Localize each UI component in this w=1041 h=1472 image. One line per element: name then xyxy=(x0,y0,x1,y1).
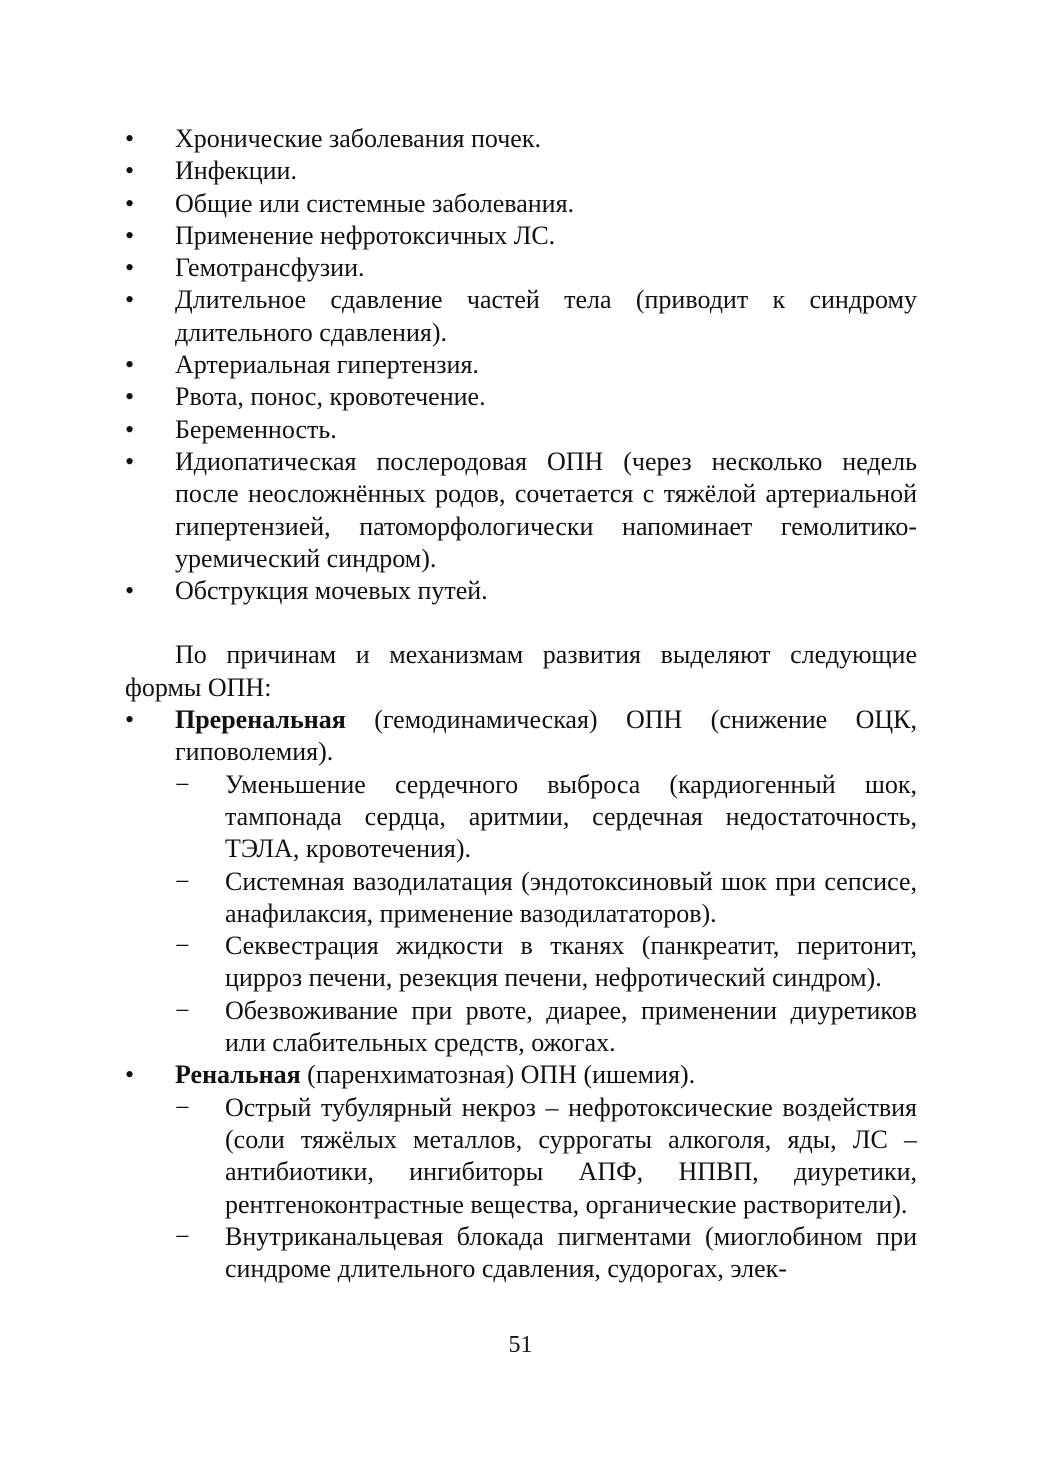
dash-icon: − xyxy=(175,1221,190,1251)
paragraph-gap xyxy=(125,607,917,639)
bullet-icon: • xyxy=(125,350,135,380)
sub-list-item xyxy=(125,1092,917,1221)
bullet-icon: • xyxy=(125,156,135,186)
list-item-text: Длительное сдавление частей тела (приводит к синдрому длительного сдавления). xyxy=(175,285,917,347)
sub-list-item xyxy=(125,866,917,931)
page-number: 51 xyxy=(508,1332,533,1358)
intro-paragraph: По причинам и механизмам развития выделяют следующие формы ОПН: xyxy=(125,640,917,702)
list-item xyxy=(125,155,917,187)
list-item-text: Инфекции. xyxy=(175,156,297,186)
list-item-text: Артериальная гипертензия. xyxy=(175,350,479,380)
bullet-icon: • xyxy=(125,382,135,412)
list-item xyxy=(125,252,917,284)
bullet-icon: • xyxy=(125,576,135,606)
sub-list-item-text: Острый тубулярный некроз – нефротоксические воздействия (соли тяжёлых металлов, суррогаты алкоголя, яды, ЛС – антибиотики, ингибиторы АПФ, НПВП, диуретики, рентгеноконтрастные вещества, органические растворители). xyxy=(225,1092,917,1219)
list-item xyxy=(125,220,917,252)
list-item-text: Рвота, понос, кровотечение. xyxy=(175,382,486,412)
term-heading: Преренальная xyxy=(175,705,346,735)
dash-icon: − xyxy=(175,995,190,1025)
sub-list-item xyxy=(125,1221,917,1286)
list-item-text: Общие или системные заболевания. xyxy=(175,188,575,218)
list-item xyxy=(125,188,917,220)
bullet-icon: • xyxy=(125,285,135,315)
dash-icon: − xyxy=(175,769,190,799)
bullet-icon: • xyxy=(125,414,135,444)
bullet-icon: • xyxy=(125,705,135,735)
list-item-text: Применение нефротоксичных ЛС. xyxy=(175,220,556,250)
bullet-icon: • xyxy=(125,1060,135,1090)
bullet-icon: • xyxy=(125,446,135,476)
list-item-prerenal xyxy=(125,704,917,769)
dash-icon: − xyxy=(175,1092,190,1122)
list-item-renal xyxy=(125,1059,917,1091)
list-item xyxy=(125,446,917,575)
list-item xyxy=(125,575,917,607)
list-item-text: Гемотрансфузии. xyxy=(175,253,365,283)
sub-list-item-text: Системная вазодилатация (эндотоксиновый шок при сепсисе, анафилаксия, применение вазодилататоров). xyxy=(225,866,917,928)
list-item-text: Беременность. xyxy=(175,414,337,444)
bullet-icon: • xyxy=(125,188,135,218)
sub-list-item xyxy=(125,769,917,866)
page-content xyxy=(125,123,917,1285)
list-item xyxy=(125,349,917,381)
list-item-text: Идиопатическая послеродовая ОПН (через несколько недель после неосложнённых родов, сочетается с тяжёлой артериальной гипертензией, патоморфологически напоминает гемолитико-уремический синдром). xyxy=(175,446,917,573)
list-item xyxy=(125,284,917,349)
term-description: (паренхиматозная) ОПН (ишемия). xyxy=(300,1060,696,1090)
list-item-text: Обструкция мочевых путей. xyxy=(175,576,488,606)
bullet-icon: • xyxy=(125,220,135,250)
sub-list-item-text: Обезвоживание при рвоте, диарее, применении диуретиков или слабительных средств, ожогах. xyxy=(225,995,917,1058)
bullet-icon: • xyxy=(125,253,135,283)
causes-list xyxy=(125,123,917,607)
list-item-text: Хронические заболевания почек. xyxy=(175,124,541,153)
list-item xyxy=(125,414,917,446)
term-description: (гемодинамическая) ОПН (снижение ОЦК, гиповолемия). xyxy=(175,705,917,767)
sub-list-item xyxy=(125,995,917,1060)
forms-list xyxy=(125,704,917,1285)
dash-icon: − xyxy=(175,931,190,961)
bullet-icon: • xyxy=(125,124,135,153)
list-item xyxy=(125,123,917,155)
list-item xyxy=(125,381,917,413)
term-heading: Ренальная xyxy=(175,1060,301,1090)
sub-list-item-text: Уменьшение сердечного выброса (кардиогенный шок, тампонада сердца, аритмии, сердечная недостаточность, ТЭЛА, кровотечения). xyxy=(225,769,917,864)
sub-list-item-text: Секвестрация жидкости в тканях (панкреатит, перитонит, цирроз печени, резекция печени, нефротический синдром). xyxy=(225,931,917,993)
dash-icon: − xyxy=(175,866,190,896)
sub-list-item xyxy=(125,930,917,995)
sub-list-item-text: Внутриканальцевая блокада пигментами (миоглобином при синдроме длительного сдавления, судорогах, элек- xyxy=(225,1221,917,1284)
